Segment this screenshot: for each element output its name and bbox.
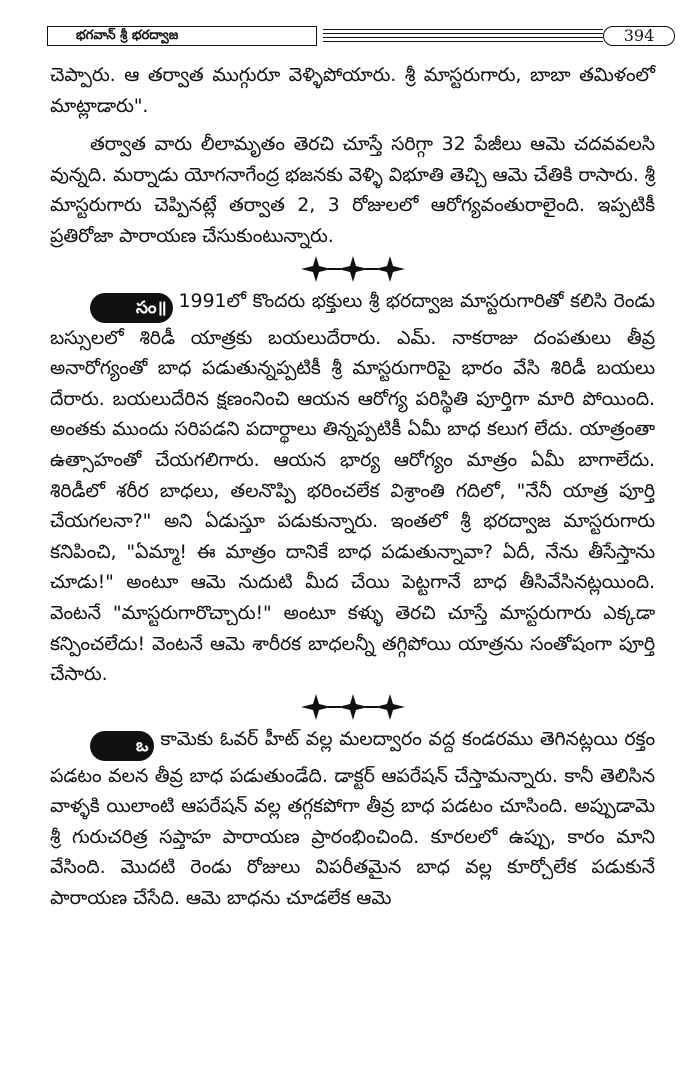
paragraph <box>50 286 655 690</box>
book-title: భగవాన్ శ్రీ భరద్వాజ <box>47 26 317 46</box>
paragraph-continuation: చెప్పారు. ఆ తర్వాత ముగ్గురూ వెళ్ళిపోయారు. శ్రీ మాస్టరుగారు, బాబా తమిళంలో మాట్లాడారు". <box>50 64 655 117</box>
year-badge: సం॥ <box>90 293 173 323</box>
paragraph-text: కామెకు ఓవర్ హీట్ వల్ల మలద్వారం వద్ద కండరము తెగినట్లయి రక్తం పడటం వలన తీవ్ర బాధ పడుతుండేది. డాక్టర్ ఆపరేషన్ చేస్తామన్నారు. కానీ తెలిసిన వాళ్ళకి యిలాంటి ఆపరేషన్ వల్ల తగ్గకపోగా తీవ్ర బాధ పడటం చూసింది. అప్పుడామె శ్రీ గురుచరిత్ర సప్తాహ పారాయణ ప్రారంభించింది. కూరలలో ఉప్పు, కారం మాని వేసింది. మొదటి రెండు రోజులు విపరీతమైన బాధ వల్ల కూర్చోలేక పడుకునే పారాయణ చేసేది. ఆమె బాధను చూడలేక ఆమె <box>50 727 655 910</box>
page-number: 394 <box>603 26 675 46</box>
running-header <box>47 26 655 48</box>
four-point-star-icon <box>375 694 405 720</box>
paragraph: తర్వాత వారు లీలామృతం తెరచి చూస్తే సరిగ్గా 32 పేజీలు ఆమె చదవవలసి వున్నది. మర్నాడు యోగనాగేంద్ర భజనకు వెళ్ళి విభూతి తెచ్చి ఆమె చేతికి రాసారు. శ్రీ మాస్టరుగారు చెప్పినట్లే తర్వాత 2, 3 రోజులలో ఆరోగ్యవంతురాలైంది. ఇప్పటికీ ప్రతిరోజా పారాయణ చేసుకుంటున్నారు. <box>50 133 655 247</box>
four-point-star-icon <box>338 694 368 720</box>
four-point-star-icon <box>375 256 405 282</box>
section-divider <box>50 690 655 724</box>
paragraph <box>50 724 655 914</box>
four-point-star-icon <box>301 256 331 282</box>
four-point-star-icon <box>338 256 368 282</box>
initial-badge: ఒ <box>90 731 154 761</box>
four-point-star-icon <box>301 694 331 720</box>
paragraph-text: 1991లో కొందరు భక్తులు శ్రీ భరద్వాజ మాస్టరుగారితో కలిసి రెండు బస్సులలో శిరిడీ యాత్రకు బయలుదేరారు. ఎమ్. నాకరాజు దంపతులు తీవ్ర అనారోగ్యంతో బాధ పడుతున్నప్పటికీ శ్రీ మాస్టరుగారిపై భారం వేసి శిరిడీ బయలు దేరారు. బయలుదేరిన క్షణంనించి ఆయన ఆరోగ్య పరిస్థితి పూర్తిగా మారి పోయింది. అంతకు ముందు సరిపడని పదార్థాలు తిన్నప్పటికీ ఏమీ బాధ కలుగ లేదు. యాత్రంతా ఉత్సాహంతో చేయగలిగారు. ఆయన భార్య ఆరోగ్యం మాత్రం ఏమీ బాగాలేదు. శిరిడీలో శరీర బాధలు, తలనొప్పి భరించలేక విశ్రాంతి గదిలో, "నేనీ యాత్ర పూర్తి చేయగలనా?" అని ఏడుస్తూ పడుకున్నారు. ఇంతలో శ్రీ భరద్వాజ మాస్టరుగారు కనిపించి, "ఏమ్మా! ఈ మాత్రం దానికే బాధ పడుతున్నావా? ఏదీ, నేను తీసేస్తాను చూడు!" అంటూ ఆమె నుదుటి మీద చేయి పెట్టగానే బాధ తీసివేసినట్లయింది. వెంటనే "మాస్టరుగారొచ్చారు!" అంటూ కళ్ళు తెరచి చూస్తే మాస్టరుగారు ఎక్కడా కన్పించలేదు! వెంటనే ఆమె శారీరక బాధలన్నీ తగ్గిపోయి యాత్రను సంతోషంగా పూర్తి చేసారు. <box>50 289 655 686</box>
section-divider <box>50 252 655 286</box>
header-rules <box>323 29 603 44</box>
page-content <box>50 60 655 914</box>
